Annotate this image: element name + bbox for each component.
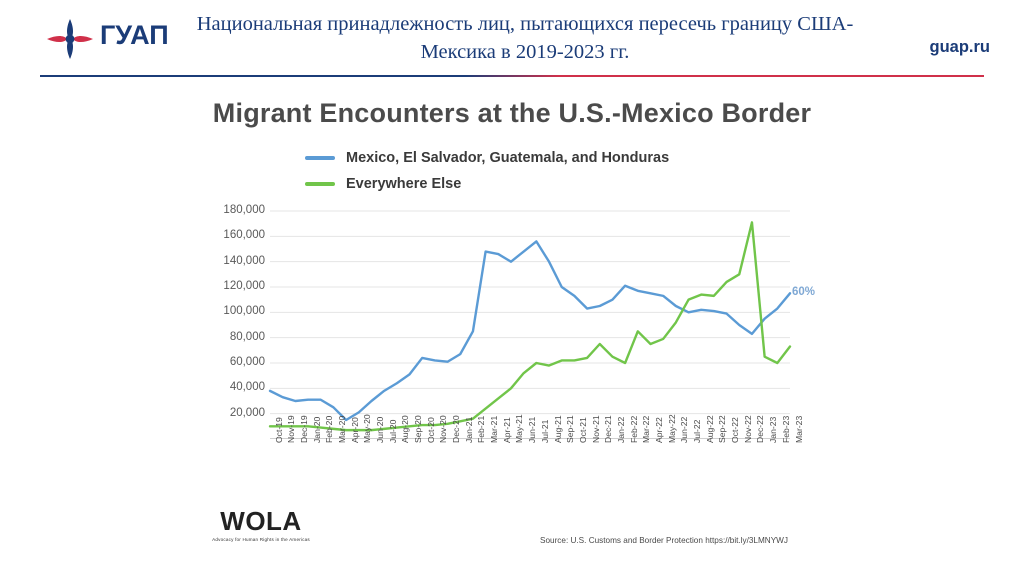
site-url: guap.ru: [929, 38, 990, 56]
x-tick-label: Jun-22: [679, 416, 690, 443]
x-tick-label: Feb-21: [476, 415, 487, 443]
wola-logo: [196, 508, 326, 542]
x-tick-label: Jun-21: [527, 416, 538, 443]
x-tick-label: Oct-21: [577, 417, 588, 443]
x-tick-label: Sep-20: [413, 415, 423, 443]
x-tick-label: Jun-20: [374, 416, 385, 443]
legend-swatch-series-1: [305, 156, 335, 160]
x-tick-label: Feb-23: [780, 415, 791, 443]
x-axis-labels: [270, 414, 804, 503]
x-tick-label: May-21: [514, 414, 525, 443]
header-divider: [40, 75, 984, 77]
y-tick-label: 80,000: [229, 330, 265, 343]
chart-source-note: Source: U.S. Customs and Border Protection https://bit.ly/3LMNYWJ: [540, 536, 788, 545]
legend-swatch-series-2: [305, 182, 335, 186]
x-tick-label: Jul-20: [387, 419, 398, 443]
x-tick-label: Aug-21: [552, 415, 563, 443]
x-tick-label: Aug-20: [400, 415, 411, 443]
chart-title: Migrant Encounters at the U.S.-Mexico Border: [212, 98, 812, 128]
x-tick-label: Jan-23: [768, 416, 779, 443]
x-tick-label: Apr-22: [653, 417, 664, 443]
series-line-2: [270, 222, 790, 430]
y-tick-label: 140,000: [223, 254, 265, 267]
x-tick-label: Mar-23: [793, 415, 804, 443]
page-title: Национальная принадлежность лиц, пытающихся пересечь границу США-Мексика в 2019-2023 гг.: [196, 13, 854, 64]
x-tick-label: Mar-20: [336, 415, 347, 443]
y-tick-label: 60,000: [229, 356, 265, 368]
chart-legend: [305, 147, 669, 199]
x-tick-label: Dec-19: [298, 415, 309, 443]
x-tick-label: Dec-20: [451, 415, 462, 443]
x-tick-label: Nov-22: [742, 415, 753, 443]
y-tick-label: 20,000: [229, 406, 265, 419]
wola-logo-text: WOLA: [220, 506, 302, 536]
x-tick-label: Sep-21: [565, 415, 576, 443]
legend-item-series-2: [305, 173, 669, 195]
x-tick-label: May-20: [362, 414, 373, 443]
y-tick-label: 40,000: [229, 381, 265, 394]
x-tick-label: May-22: [666, 414, 677, 443]
chart-plot-area: [270, 211, 790, 439]
x-tick-label: Jan-20: [311, 416, 322, 443]
x-tick-label: Aug-22: [704, 415, 715, 443]
x-tick-label: Mar-22: [641, 415, 652, 443]
x-tick-label: Apr-20: [349, 417, 360, 443]
x-tick-label: Dec-21: [603, 415, 614, 443]
x-tick-label: Feb-22: [628, 415, 639, 443]
series-line-1: [270, 241, 790, 420]
x-tick-label: Jan-21: [463, 416, 474, 443]
y-tick-label: 180,000: [223, 204, 265, 216]
x-tick-label: Jul-21: [539, 419, 550, 443]
legend-item-series-1: [305, 147, 669, 169]
y-tick-label: 100,000: [223, 305, 265, 318]
x-tick-label: Sep-22: [717, 415, 728, 443]
legend-label-series-2: Everywhere Else: [346, 176, 462, 192]
y-axis-labels: [205, 204, 265, 444]
y-tick-label: 120,000: [223, 280, 265, 292]
guap-logo-text: ГУАП: [100, 20, 169, 50]
y-tick-label: 160,000: [223, 229, 265, 242]
x-tick-label: Oct-22: [730, 417, 741, 443]
x-tick-label: Oct-20: [425, 417, 436, 443]
x-tick-label: Feb-20: [324, 415, 335, 443]
wola-tagline: Advocacy for Human Rights in the Americas: [212, 537, 310, 542]
x-tick-label: Oct-19: [273, 417, 284, 443]
legend-label-series-1: Mexico, El Salvador, Guatemala, and Honduras: [346, 150, 670, 166]
guap-logo-icon: [44, 16, 96, 62]
percent-annotation: 60%: [792, 286, 816, 298]
x-tick-label: Apr-21: [501, 417, 512, 443]
x-tick-label: Dec-22: [755, 415, 766, 443]
x-tick-label: Jul-22: [692, 419, 703, 443]
line-chart-svg: [270, 211, 790, 439]
x-tick-label: Nov-19: [286, 415, 297, 443]
x-tick-label: Nov-20: [438, 415, 449, 443]
x-tick-label: Mar-21: [489, 415, 500, 443]
x-tick-label: Nov-21: [590, 415, 601, 443]
slide-header: [0, 0, 1024, 76]
x-tick-label: Jan-22: [615, 416, 626, 443]
